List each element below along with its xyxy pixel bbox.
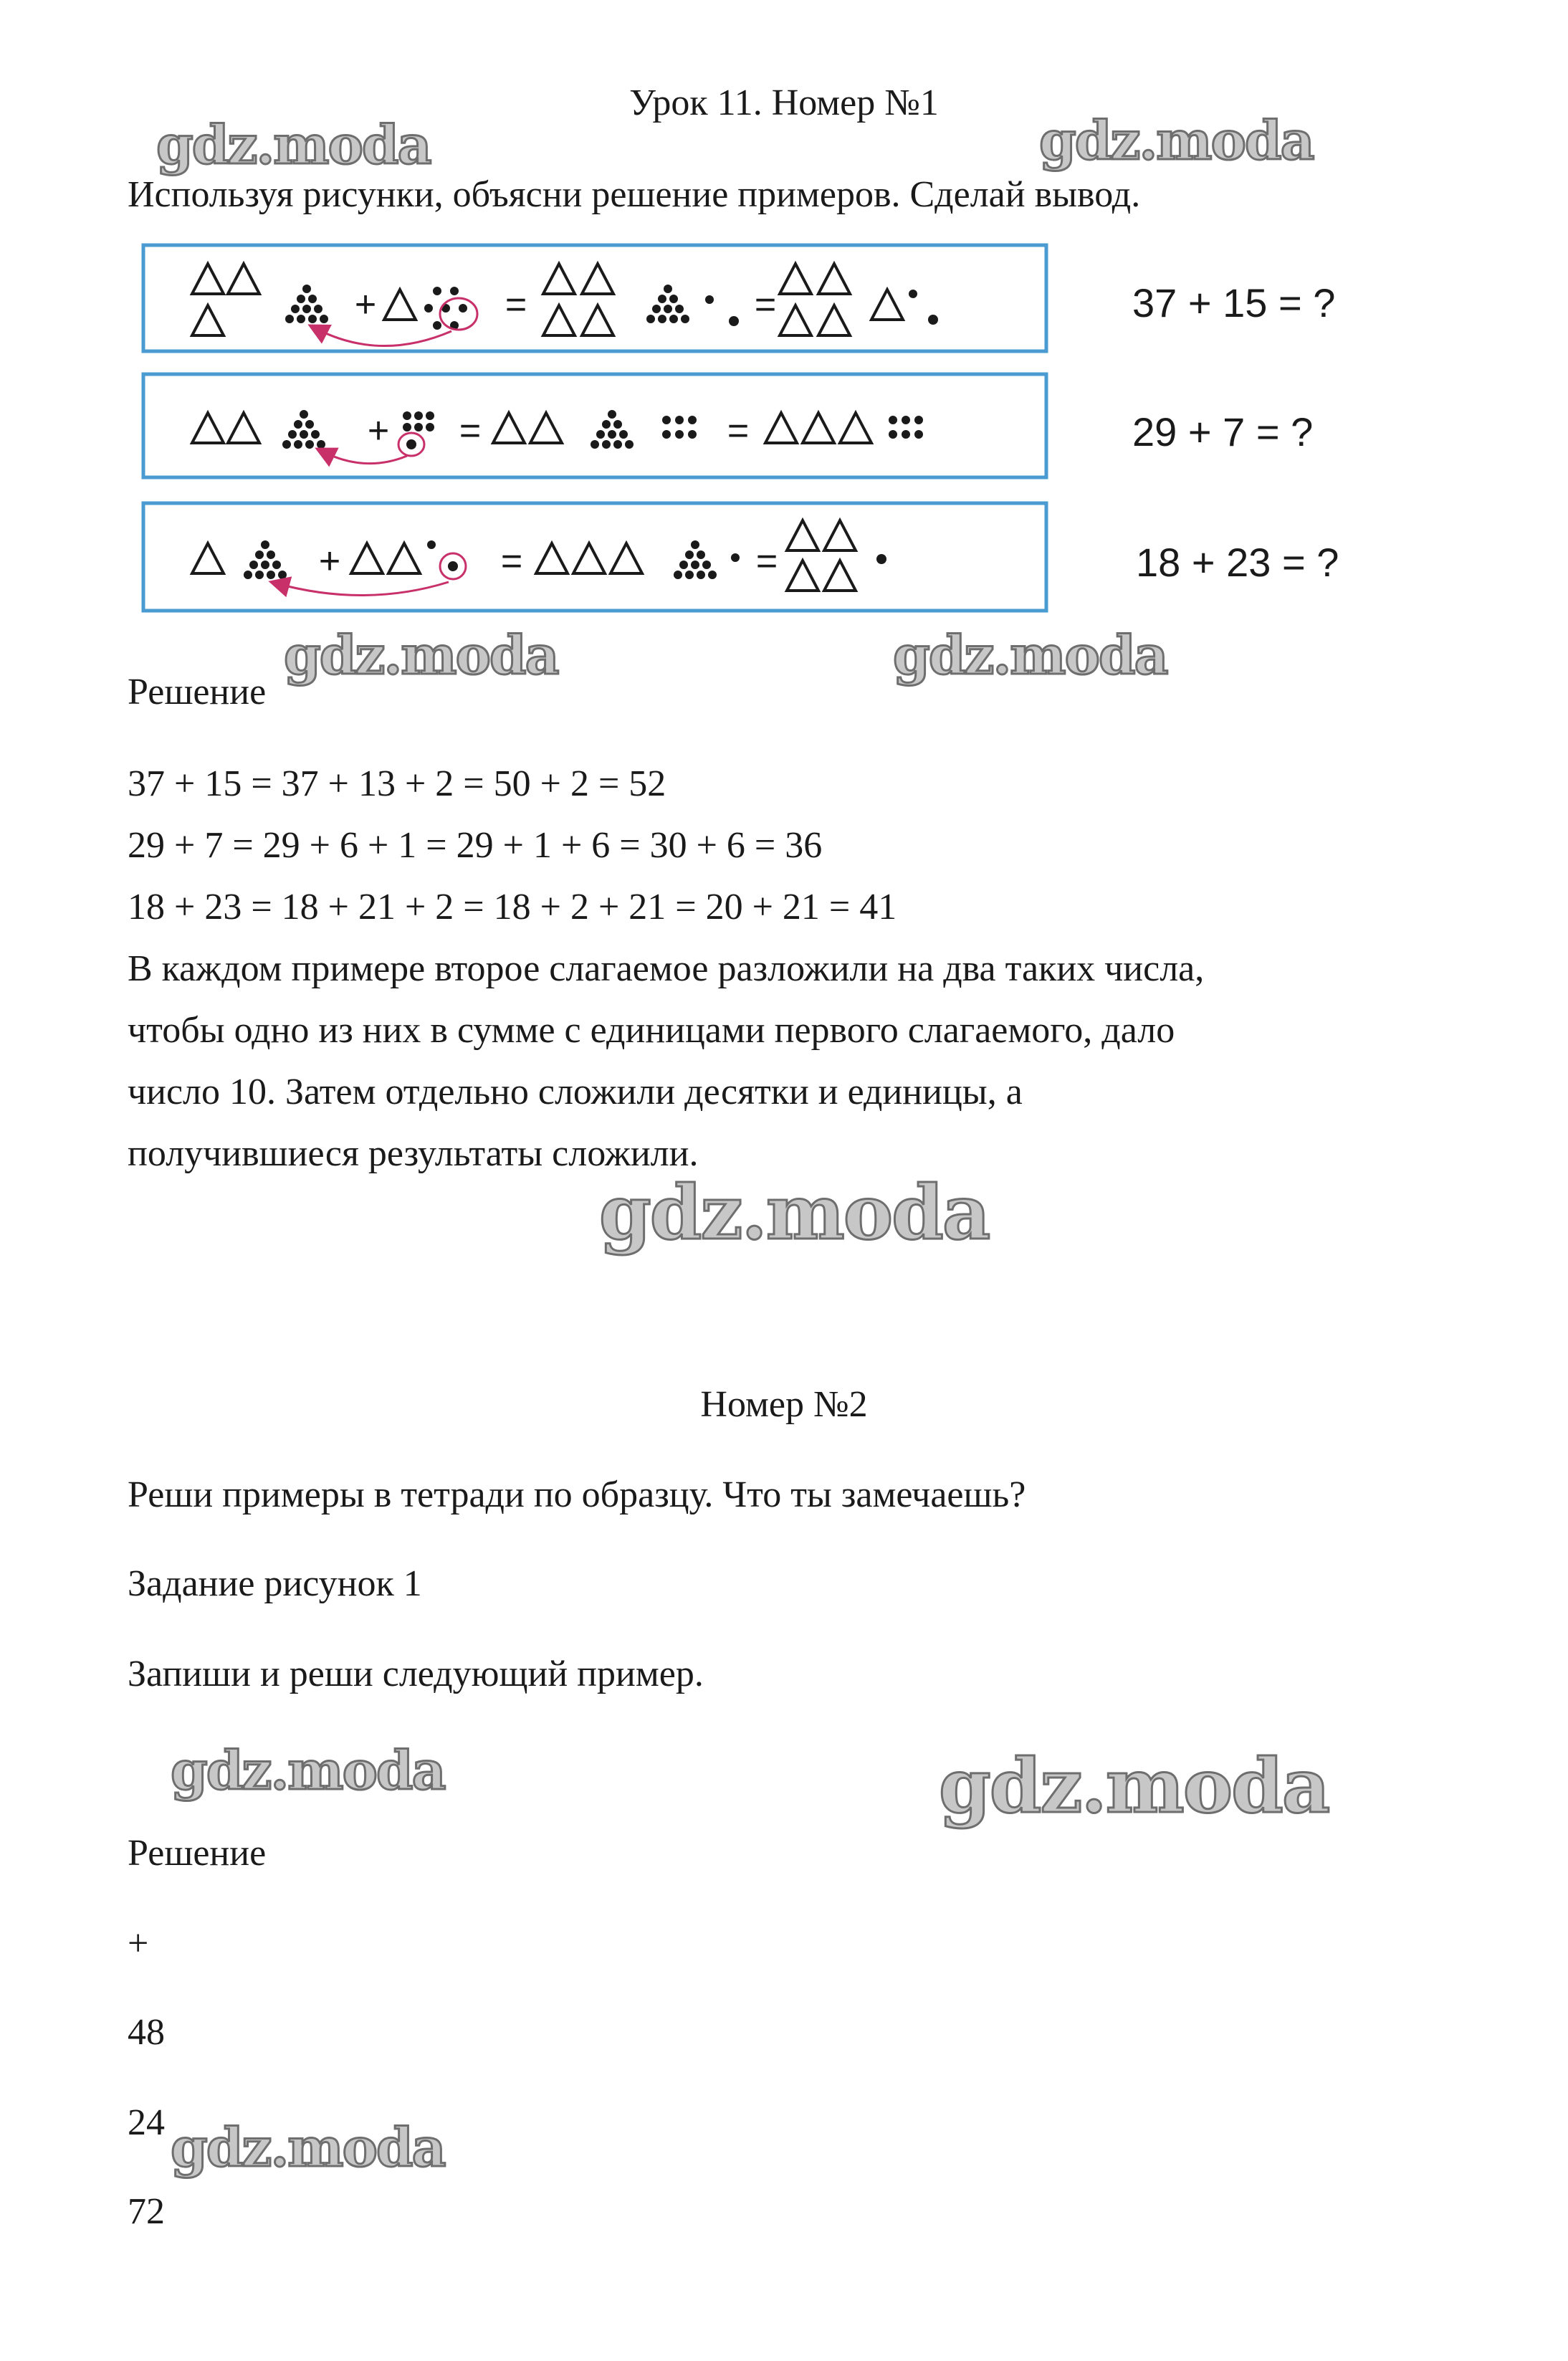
plus-sign: +: [318, 540, 341, 582]
solution-label: Решение: [128, 1833, 267, 1874]
equals-sign: =: [500, 540, 523, 582]
task1-figure: [136, 237, 1412, 624]
conclusion-line: получившиеся результаты сложили.: [128, 1133, 699, 1174]
equation-line: 37 + 15 = 37 + 13 + 2 = 50 + 2 = 52: [128, 763, 666, 804]
equals-sign: =: [755, 540, 778, 582]
watermark: gdz.moda: [171, 1740, 445, 1802]
watermark: gdz.moda: [939, 1742, 1329, 1830]
task2-prompt: Реши примеры в тетради по образцу. Что ты замечаешь?: [128, 1474, 1026, 1515]
watermark: gdz.moda: [893, 625, 1167, 687]
task1-prompt: Используя рисунки, объясни решение примеров. Сделай вывод.: [128, 174, 1141, 215]
watermark: gdz.moda: [171, 2117, 445, 2179]
figure-expression: 29 + 7 = ?: [1132, 409, 1314, 454]
task2-title: Номер №2: [700, 1384, 868, 1425]
watermark: gdz.moda: [1039, 110, 1314, 172]
plus-sign: +: [367, 410, 390, 452]
watermark: gdz.moda: [599, 1168, 990, 1256]
figure-expression: 37 + 15 = ?: [1132, 280, 1336, 325]
figure-row-3: [143, 503, 1339, 611]
conclusion-line: число 10. Затем отдельно сложили десятки и единицы, а: [128, 1072, 1023, 1112]
watermark: gdz.moda: [284, 625, 558, 687]
column-addend: 48: [128, 2012, 165, 2053]
figure-caption: Задание рисунок 1: [128, 1563, 422, 1604]
column-sum: 72: [128, 2191, 165, 2232]
equals-sign: =: [754, 284, 777, 325]
task2-instruction: Запиши и реши следующий пример.: [128, 1654, 704, 1694]
figure-row-1: [143, 245, 1335, 351]
figure-expression: 18 + 23 = ?: [1136, 540, 1339, 585]
equals-sign: =: [505, 284, 527, 325]
equation-line: 29 + 7 = 29 + 6 + 1 = 29 + 1 + 6 = 30 + 6 = 36: [128, 825, 823, 866]
solution-label: Решение: [128, 672, 267, 712]
plus-sign: +: [354, 284, 377, 325]
conclusion-line: чтобы одно из них в сумме с единицами первого слагаемого, дало: [128, 1010, 1175, 1051]
equals-sign: =: [727, 410, 750, 452]
conclusion-line: В каждом примере второе слагаемое разложили на два таких числа,: [128, 948, 1205, 989]
figure-row-2: [143, 374, 1313, 477]
watermark: gdz.moda: [156, 115, 431, 176]
column-addend: 24: [128, 2102, 165, 2143]
equation-line: 18 + 23 = 18 + 21 + 2 = 18 + 2 + 21 = 20 + 21 = 41: [128, 887, 897, 927]
figure-frame: [143, 374, 1046, 477]
column-operator: +: [128, 1923, 149, 1964]
equals-sign: =: [459, 410, 482, 452]
page-title: Урок 11. Номер №1: [629, 82, 939, 123]
